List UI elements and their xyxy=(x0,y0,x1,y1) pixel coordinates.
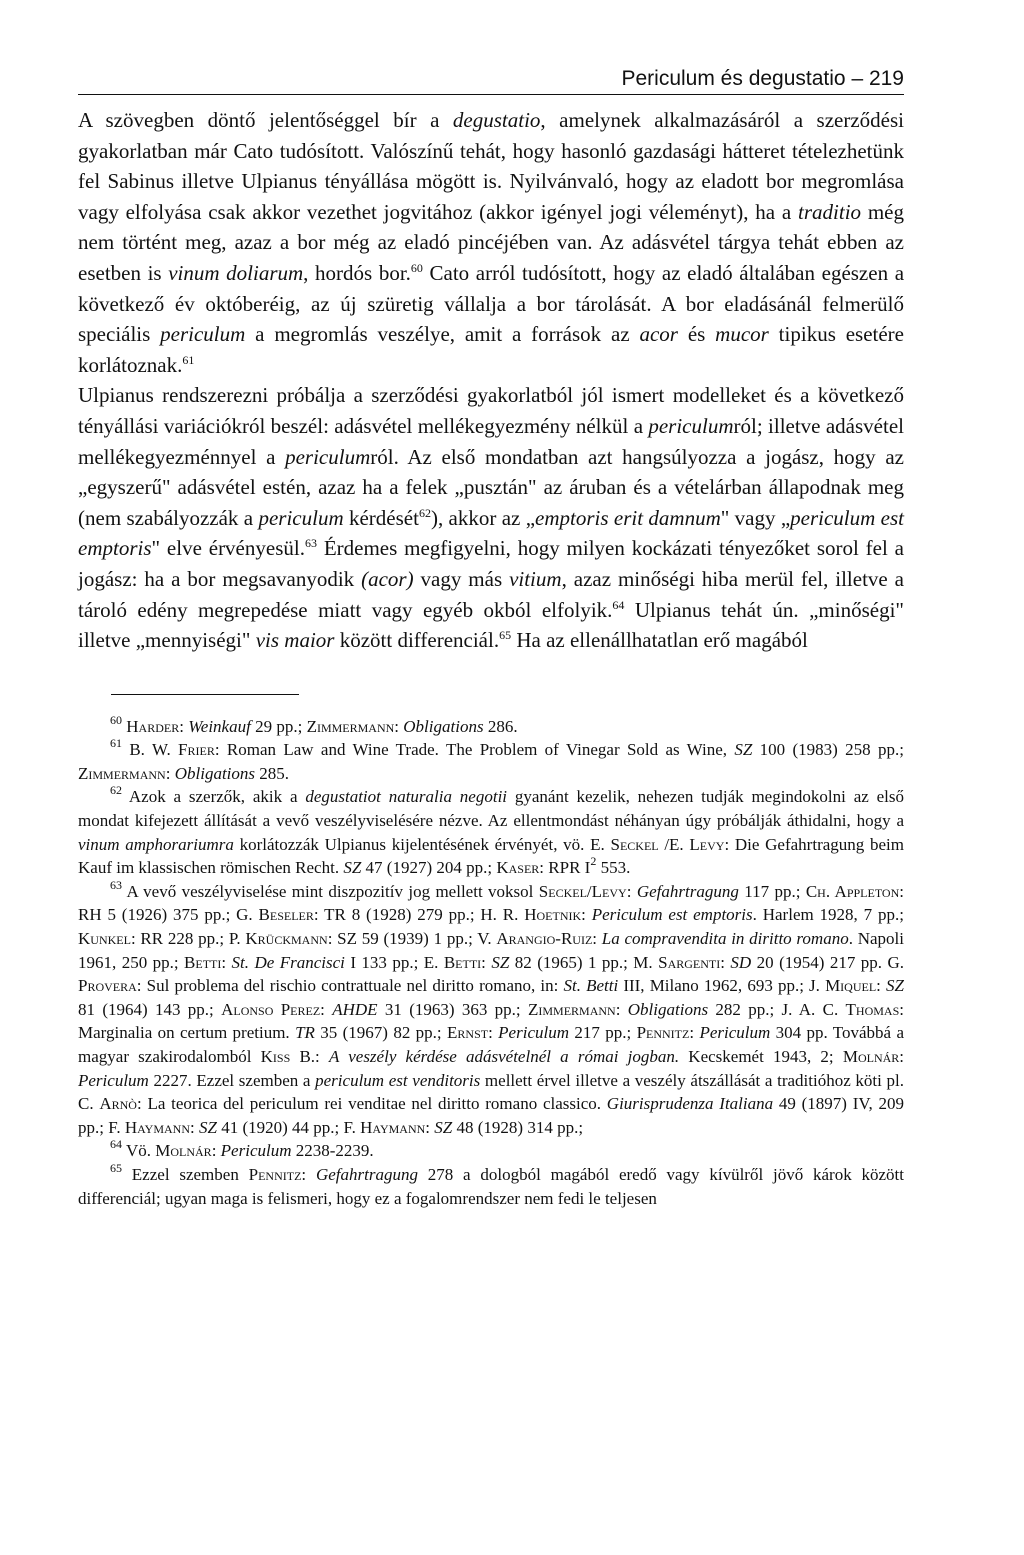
text-run: 20 (1954) 217 pp. G. xyxy=(751,952,904,972)
author-name: Kaser xyxy=(496,858,540,878)
author-name: Kunkel xyxy=(78,929,131,949)
footnote-64 xyxy=(78,1139,904,1163)
footnote-marker: 64 xyxy=(612,597,625,612)
footnote-62 xyxy=(78,785,904,879)
italic-run: Periculum xyxy=(699,1023,771,1043)
text-run: : La teorica del periculum rei venditae nel diritto romano classico. xyxy=(136,1094,607,1114)
italic-run: traditio xyxy=(798,199,862,224)
text-run: : RH 5 (1926) 375 pp.; G. xyxy=(78,881,904,925)
text-run: Ha az ellenállhatatlan erő magából xyxy=(511,628,808,653)
text-run: Vö. xyxy=(122,1141,156,1161)
text-run: 553. xyxy=(596,858,631,878)
text-run: : xyxy=(301,1164,316,1184)
body-text xyxy=(78,105,904,656)
text-run: 49 (1897) IV, 209 pp.; F. xyxy=(78,1094,904,1137)
footnote-marker: 62 xyxy=(418,505,431,520)
footnotes xyxy=(78,712,905,1210)
author-name: Zimmermann xyxy=(527,999,616,1019)
text-run: : Sul problema del rischio contrattuale nel diritto romano, in: xyxy=(136,976,564,996)
italic-run: SZ xyxy=(734,740,753,760)
italic-run: degustatio xyxy=(452,108,541,132)
author-name: Haymann xyxy=(124,1117,191,1137)
text-run: . Harlem 1928, 7 pp.; xyxy=(752,905,904,925)
author-name: Betti xyxy=(443,952,482,972)
text-run: : xyxy=(689,1023,700,1043)
text-run: tipikus esetére korlátoznak. xyxy=(78,322,904,377)
text-run: : xyxy=(899,1047,905,1066)
italic-run: TR xyxy=(295,1023,315,1043)
text-run: vagy más xyxy=(413,566,510,591)
text-run: Azok a szerzők, akik a xyxy=(122,787,306,807)
italic-run: SZ xyxy=(434,1117,453,1137)
text-run: ), akkor az „ xyxy=(430,505,536,530)
italic-run: La compravendita in diritto romano xyxy=(601,929,849,949)
text-run: a megromlás veszélye, amit a források az xyxy=(245,322,640,347)
text-run: között differenciál. xyxy=(334,628,500,653)
text-run: Kecskemét 1943, 2; xyxy=(679,1047,843,1066)
text-run: 286. xyxy=(483,716,518,736)
text-run: : xyxy=(720,952,731,972)
author-name: Molnár xyxy=(155,1141,212,1161)
footnote-marker: 62 xyxy=(110,783,122,798)
text-run: : RR 228 pp.; P. xyxy=(130,929,246,949)
text-run: : xyxy=(320,999,333,1019)
text-run: : xyxy=(179,716,189,736)
footnote-marker: 61 xyxy=(182,352,195,367)
italic-run: periculum est emptoris xyxy=(78,505,904,561)
author-name: Seckel xyxy=(610,834,659,854)
text-run: : SZ 59 (1939) 1 pp.; V. xyxy=(327,929,497,949)
text-run: 47 (1927) 204 pp.; xyxy=(361,858,497,878)
author-name: Arnò xyxy=(99,1094,137,1114)
footnote-marker: 60 xyxy=(410,260,423,275)
italic-run: (acor) xyxy=(361,566,414,591)
italic-run: periculum xyxy=(285,444,371,469)
italic-run: Giurisprudenza Italiana xyxy=(606,1094,774,1114)
text-run: Ulpianus rendszerezni próbálja a szerződési gyakorlatból jól ismert modelleket és a következő tényállási variációkról beszél: adásvétel mellékegyezmény nélkül a xyxy=(78,383,904,438)
paragraph xyxy=(78,380,904,655)
text-run: Cato arról tudósított, hogy az eladó általában egészen a következő év októberéig, az új szüretig vállalja a bor tárolását. A bor eladásánál felmerülő speciális xyxy=(78,260,905,347)
author-name: Thomas xyxy=(845,999,900,1019)
text-run: 285. xyxy=(255,763,290,783)
text-run: , hordós bor. xyxy=(303,260,411,285)
text-run: 2227. Ezzel szemben a xyxy=(148,1070,316,1090)
footnote-separator xyxy=(111,694,299,695)
text-run: " vagy „ xyxy=(720,505,791,530)
footnote-60 xyxy=(78,712,904,739)
italic-run: Periculum est emptoris xyxy=(591,905,753,925)
text-run: A szövegben döntő jelentőséggel bír a xyxy=(78,108,453,132)
text-run: : xyxy=(581,905,592,925)
author-name: Hoetnik xyxy=(524,905,582,925)
author-name: Ch. Appleton xyxy=(805,881,900,901)
text-run: : xyxy=(615,999,628,1019)
text-run: : Roman Law and Wine Trade. The Problem of Vinegar Sold as Wine, xyxy=(214,740,735,760)
text-run: : xyxy=(165,763,175,783)
text-run: gyanánt kezelik, nehezen tudják megindokolni az első mondat kifejezett állítását a vevő veszélyviselésére nézve. Az ellentmondást néhányan úgy próbálják áthidalni, hogy a xyxy=(78,787,904,831)
text-run: : xyxy=(394,716,404,736)
text-run: : TR 8 (1928) 279 pp.; H. R. xyxy=(313,905,525,925)
author-name: Haymann xyxy=(360,1117,426,1137)
italic-run: acor xyxy=(639,322,678,347)
text-run: : xyxy=(425,1117,435,1137)
text-run: 29 pp.; xyxy=(250,716,307,736)
italic-run: vinum doliarum xyxy=(168,260,304,285)
italic-run: SZ xyxy=(199,1117,217,1137)
text-run: még nem történt meg, azaz a bor még az eladó pincéjében van. Az adásvétel tárgya tehát ebben az esetben is xyxy=(78,199,904,285)
italic-run: mucor xyxy=(715,322,769,347)
text-run: 100 (1983) 258 pp.; xyxy=(752,740,904,760)
author-name: Krückmann xyxy=(245,929,328,949)
text-run: /E. xyxy=(658,834,690,854)
author-name: Provera xyxy=(78,976,137,996)
footnote-marker: 61 xyxy=(110,736,122,751)
running-head xyxy=(78,60,904,95)
author-name: Harder xyxy=(126,716,180,736)
text-run: B.: xyxy=(290,1047,329,1066)
text-run: 304 pp. Továbbá a magyar szakirodalomból xyxy=(78,1023,904,1066)
italic-run: periculum xyxy=(648,413,734,438)
italic-run: degustatiot naturalia negotii xyxy=(305,787,508,807)
author-name: Arangio-Ruiz xyxy=(496,929,593,949)
text-run: 278 a dologból magából eredő vagy kívülről jövő károk között differenciál; ugyan maga is felismeri, hogy ez a fogalomrendszer nem fedi le teljesen xyxy=(78,1164,905,1208)
text-run: , azaz minőségi hiba merül fel, illetve a tároló edény megrepedése miatt vagy egyéb okból elfolyik. xyxy=(78,566,904,622)
text-run: 48 (1928) 314 pp.; xyxy=(452,1117,584,1137)
text-run: 41 (1920) 44 pp.; F. xyxy=(216,1117,361,1137)
running-head-title: Periculum és degustatio – 219 xyxy=(621,67,904,90)
footnote-marker: 64 xyxy=(110,1137,122,1152)
text-run: 81 (1964) 143 pp.; xyxy=(78,999,222,1019)
footnote-marker: 65 xyxy=(110,1160,122,1175)
text-run: Ulpianus tehát ún. „minőségi" illetve „mennyiségi" xyxy=(78,597,904,653)
italic-run: St. Betti xyxy=(563,976,619,996)
text-run: 82 (1965) 1 pp.; M. xyxy=(509,952,659,972)
italic-run: Gefahrtragung xyxy=(315,1164,418,1184)
text-run: 35 (1967) 82 pp.; xyxy=(314,1023,448,1043)
text-run: Ezzel szemben xyxy=(122,1164,249,1184)
author-name: Molnár xyxy=(842,1047,900,1066)
text-run: Érdemes megfigyelni, hogy milyen kockázati tényezőket sorol fel a jogász: ha a bor megsavanyodik xyxy=(78,536,905,591)
italic-run: AHDE xyxy=(332,999,378,1019)
footnote-marker: 63 xyxy=(110,877,122,892)
footnote-63 xyxy=(78,877,905,1140)
italic-run: Obligations xyxy=(627,999,709,1019)
author-name: Betti xyxy=(184,952,222,972)
text-run: : Die Gefahrtragung beim Kauf im klassischen römischen Recht. xyxy=(78,834,904,878)
text-run: mellett érvel illetve a veszély átszállását a traditióhoz köti pl. C. xyxy=(78,1070,904,1114)
text-run: : xyxy=(626,881,637,901)
text-run: I 133 pp.; E. xyxy=(344,952,444,972)
italic-run: emptoris erit damnum xyxy=(535,505,721,530)
text-run: ról. Az első mondatban azt hangsúlyozza a jogász, hogy az „egyszerű" adásvétel estén, azaz ha a felek „pusztán" az áruban és a vételárban állapodnak meg (nem szabályozzák a xyxy=(78,444,904,530)
text-run: A vevő veszélyviselése mint diszpozitív jog mellett voksol xyxy=(122,881,539,901)
author-name: Frier xyxy=(178,740,215,760)
italic-run: A veszély kérdése adásvételnél a római jogban. xyxy=(328,1047,680,1066)
text-run: : xyxy=(592,929,602,949)
text-run: B. W. xyxy=(122,740,179,760)
text-run: : xyxy=(488,1023,499,1043)
text-run: ról; illetve adásvétel mellékegyezménnyel a xyxy=(78,413,904,469)
author-name: Alonso Perez xyxy=(221,999,321,1019)
footnote-65 xyxy=(78,1160,905,1210)
italic-run: Periculum xyxy=(498,1023,569,1043)
text-run: : xyxy=(481,952,492,972)
author-name: Ernst xyxy=(447,1023,489,1043)
italic-run: SZ xyxy=(343,858,362,878)
author-name: Pennitz xyxy=(636,1023,690,1043)
footnote-marker: 65 xyxy=(499,628,512,643)
italic-run: SD xyxy=(730,952,752,972)
page xyxy=(78,60,904,1210)
text-run: " elve érvényesül. xyxy=(151,536,305,561)
footnote-marker: 60 xyxy=(110,712,122,727)
text-run: : xyxy=(190,1117,199,1137)
paragraph xyxy=(78,105,904,380)
text-run: : xyxy=(221,952,232,972)
text-run: és xyxy=(677,322,716,347)
text-run: , amelynek alkalmazásáról a szerződési gyakorlatban már Cato tudósított. Valószínű tehát, hogy hasonló gazdasági hátteret tételezhetünk fel Sabinus illetve Ulpianus tényállása mögött is. Nyilvánvaló, hogy az eladott bor megromlása vagy elfolyása csak akkor vezethet jogvitához (akkor igényel jogi véleményt), ha a xyxy=(78,108,905,224)
text-run: 217 pp.; xyxy=(569,1023,637,1043)
italic-run: vinum amphorariumra xyxy=(78,834,234,854)
text-run: 2238-2239. xyxy=(291,1141,374,1161)
text-run: kérdését xyxy=(343,505,419,530)
italic-run: Obligations xyxy=(174,763,256,783)
author-name: Zimmermann xyxy=(306,716,395,736)
text-run: 282 pp.; J. A. C. xyxy=(708,999,846,1019)
text-run: korlátozzák Ulpianus kijelentésének érvényét, vö. E. xyxy=(233,834,611,854)
author-name: Pennitz xyxy=(248,1164,302,1184)
italic-run: periculum est venditoris xyxy=(315,1070,481,1090)
italic-run: SZ xyxy=(886,976,904,996)
author-name: Kiss xyxy=(260,1047,291,1066)
author-name: Miquel xyxy=(825,976,877,996)
italic-run: Gefahrtragung xyxy=(636,881,739,901)
footnote-marker: 63 xyxy=(304,536,317,551)
text-run: : Marginalia on certum pretium. xyxy=(78,999,905,1043)
author-name: Zimmermann xyxy=(78,763,166,783)
italic-run: periculum xyxy=(160,322,246,347)
italic-run: Weinkauf xyxy=(188,716,251,736)
italic-run: St. De Francisci xyxy=(231,952,345,972)
footnote-61 xyxy=(78,738,904,785)
text-run: 31 (1963) 363 pp.; xyxy=(377,999,528,1019)
text-run: . Napoli 1961, 250 pp.; xyxy=(78,929,904,972)
author-name: Sargenti xyxy=(658,952,721,972)
text-run: : xyxy=(876,976,887,996)
italic-run: Periculum xyxy=(78,1070,149,1090)
italic-run: SZ xyxy=(491,952,510,972)
italic-run: Periculum xyxy=(220,1141,292,1161)
italic-run: periculum xyxy=(258,505,344,530)
italic-run: vitium xyxy=(509,566,562,591)
text-run: 117 pp.; xyxy=(738,881,806,901)
italic-run: Obligations xyxy=(403,716,484,736)
text-run: III, Milano 1962, 693 pp.; J. xyxy=(618,976,826,996)
text-run: : RPR I xyxy=(539,858,591,878)
italic-run: vis maior xyxy=(255,628,335,653)
author-name: Levy xyxy=(689,834,725,854)
author-name: Seckel/Levy xyxy=(538,881,627,901)
footnote-marker: 2 xyxy=(590,854,597,869)
text-run: : xyxy=(211,1141,221,1161)
author-name: Beseler xyxy=(258,905,314,925)
